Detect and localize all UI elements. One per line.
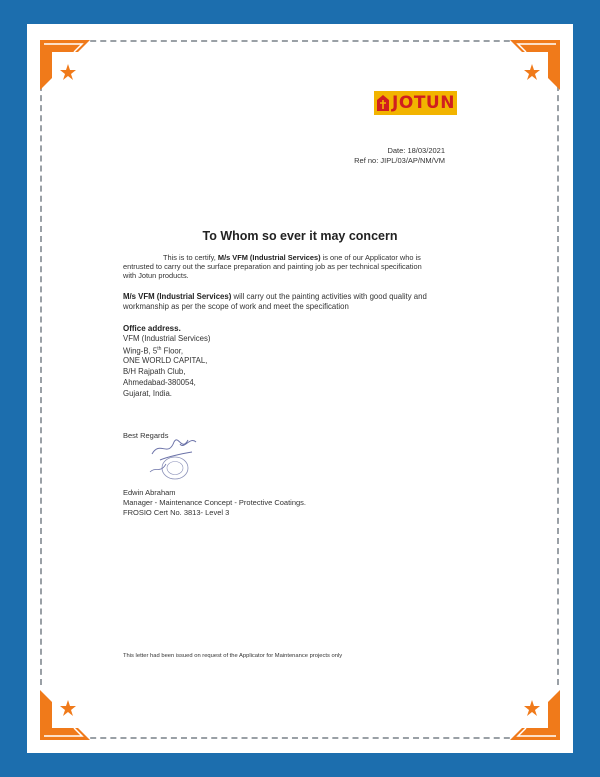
signature-and-stamp (140, 430, 210, 490)
corner-ornament-bottom-right (500, 680, 560, 740)
best-regards: Best Regards (123, 431, 169, 440)
address-line: Ahmedabad-380054, (123, 378, 196, 387)
dashed-border-right (557, 85, 559, 685)
star-icon (60, 700, 76, 716)
jotun-logo (374, 91, 457, 115)
jotun-emblem-icon (376, 95, 390, 111)
paragraph-1-line-1: This is to certify, M/s VFM (Industrial Services) is one of our Applicator who is (163, 253, 421, 262)
corner-ornament-top-right (500, 40, 560, 100)
corner-ornament-bottom-left (40, 680, 100, 740)
address-line: B/H Rajpath Club, (123, 367, 186, 376)
address-line: Gujarat, India. (123, 389, 172, 398)
address-label: Office address. (123, 324, 181, 333)
page-title: To Whom so ever it may concern (202, 229, 398, 243)
star-icon (60, 64, 76, 80)
address-line: ONE WORLD CAPITAL, (123, 356, 208, 365)
signatory-designation: Manager - Maintenance Concept - Protective Coatings. (123, 498, 307, 507)
address-line: VFM (Industrial Services) (123, 334, 211, 343)
paragraph-1-line-3: with Jotun products. (123, 271, 189, 280)
dashed-border-top (70, 40, 530, 42)
paragraph-2-line-1: M/s VFM (Industrial Services) will carry out the painting activities with good quality and (123, 292, 427, 301)
star-icon (524, 700, 540, 716)
address-line: Wing-B, 5th Floor, (123, 346, 184, 356)
reference-number: Ref no: JIPL/03/AP/NM/VM (354, 156, 445, 165)
paragraph-2-line-2: workmanship as per the scope of work and meet the specification (123, 302, 349, 311)
corner-ornament-top-left (40, 40, 100, 100)
certificate-page (27, 24, 573, 753)
star-icon (524, 64, 540, 80)
frosio-certification: FROSIO Cert No. 3813- Level 3 (123, 508, 230, 517)
logo-text: JOTUN (392, 92, 455, 113)
paragraph-1-line-2: entrusted to carry out the surface preparation and painting job as per technical specification (123, 262, 422, 271)
footer-note: This letter had been issued on request of the Applicator for Maintenance projects only (123, 653, 343, 659)
dashed-border-left (40, 85, 42, 685)
dashed-border-bottom (70, 737, 530, 739)
letter-date: Date: 18/03/2021 (387, 146, 445, 155)
signatory-name: Edwin Abraham (123, 488, 176, 497)
